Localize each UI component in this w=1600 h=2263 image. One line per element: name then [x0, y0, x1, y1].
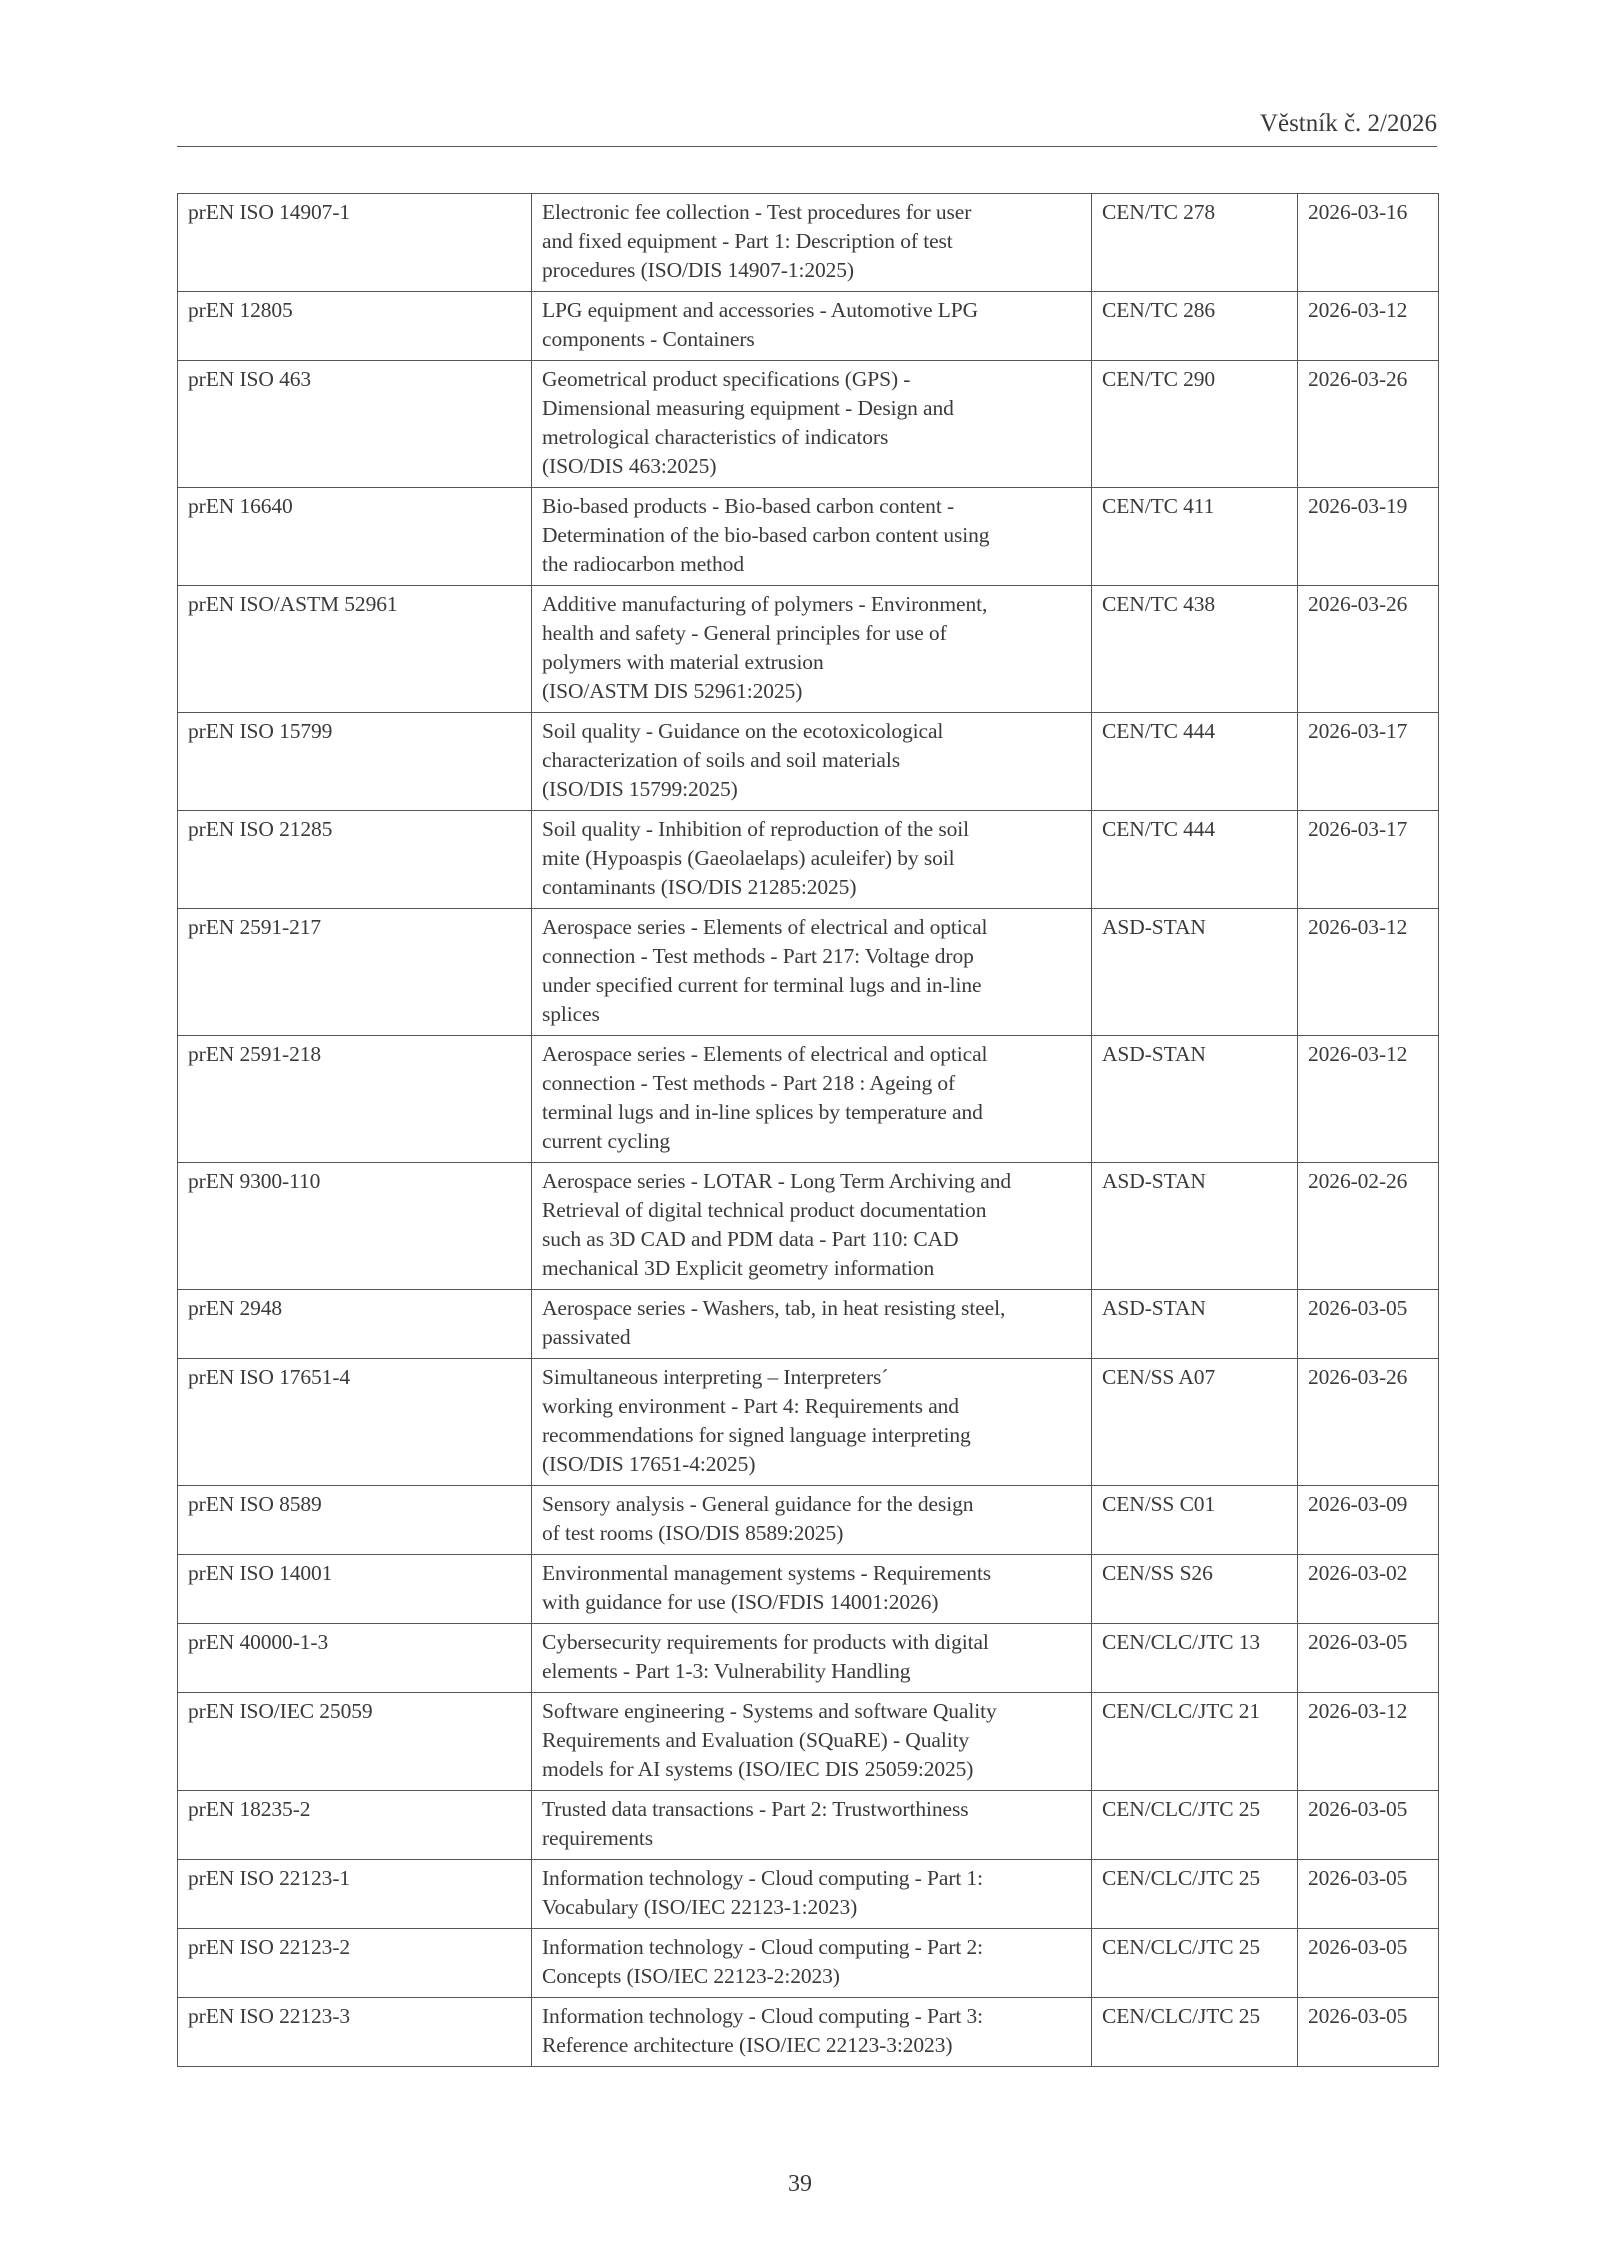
standard-code-cell: prEN ISO 14001: [178, 1555, 532, 1624]
standard-title-cell: Simultaneous interpreting – Interpreters´ working environment - Part 4: Requirements and recommendations for signed language interpreting (ISO/DIS 17651-4:2025): [532, 1359, 1092, 1486]
standards-table: [177, 193, 1439, 2067]
committee-cell: CEN/CLC/JTC 25: [1092, 1860, 1298, 1929]
committee-cell: CEN/TC 444: [1092, 811, 1298, 909]
deadline-date-cell: 2026-03-05: [1298, 1624, 1439, 1693]
committee-cell: ASD-STAN: [1092, 1036, 1298, 1163]
standard-code-cell: prEN ISO 22123-1: [178, 1860, 532, 1929]
committee-cell: CEN/SS S26: [1092, 1555, 1298, 1624]
standard-title-cell: Software engineering - Systems and software Quality Requirements and Evaluation (SQuaRE) - Quality models for AI systems (ISO/IEC DIS 25059:2025): [532, 1693, 1092, 1791]
table-row: [178, 909, 1439, 1036]
standard-code-cell: prEN ISO 21285: [178, 811, 532, 909]
standard-code-cell: prEN ISO 15799: [178, 713, 532, 811]
committee-cell: CEN/CLC/JTC 25: [1092, 1929, 1298, 1998]
table-row: [178, 1290, 1439, 1359]
deadline-date-cell: 2026-03-26: [1298, 361, 1439, 488]
table-row: [178, 1791, 1439, 1860]
page-number: 39: [788, 2171, 812, 2197]
deadline-date-cell: 2026-03-09: [1298, 1486, 1439, 1555]
standard-title-cell: Soil quality - Guidance on the ecotoxicological characterization of soils and soil materials (ISO/DIS 15799:2025): [532, 713, 1092, 811]
table-row: [178, 1998, 1439, 2067]
table-row: [178, 194, 1439, 292]
standard-title-cell: LPG equipment and accessories - Automotive LPG components - Containers: [532, 292, 1092, 361]
table-row: [178, 1555, 1439, 1624]
deadline-date-cell: 2026-03-05: [1298, 1791, 1439, 1860]
deadline-date-cell: 2026-03-12: [1298, 292, 1439, 361]
table-row: [178, 1359, 1439, 1486]
standard-title-cell: Trusted data transactions - Part 2: Trustworthiness requirements: [532, 1791, 1092, 1860]
standard-code-cell: prEN 12805: [178, 292, 532, 361]
table-row: [178, 292, 1439, 361]
standard-code-cell: prEN 16640: [178, 488, 532, 586]
deadline-date-cell: 2026-03-26: [1298, 1359, 1439, 1486]
committee-cell: ASD-STAN: [1092, 1163, 1298, 1290]
standard-code-cell: prEN 2591-217: [178, 909, 532, 1036]
standard-code-cell: prEN 18235-2: [178, 1791, 532, 1860]
committee-cell: CEN/TC 290: [1092, 361, 1298, 488]
deadline-date-cell: 2026-03-12: [1298, 1693, 1439, 1791]
standard-title-cell: Aerospace series - Washers, tab, in heat resisting steel, passivated: [532, 1290, 1092, 1359]
table-row: [178, 1860, 1439, 1929]
deadline-date-cell: 2026-03-05: [1298, 1290, 1439, 1359]
deadline-date-cell: 2026-03-17: [1298, 713, 1439, 811]
header-divider: [177, 146, 1437, 147]
deadline-date-cell: 2026-03-26: [1298, 586, 1439, 713]
table-row: [178, 361, 1439, 488]
standard-title-cell: Cybersecurity requirements for products with digital elements - Part 1-3: Vulnerability Handling: [532, 1624, 1092, 1693]
standard-title-cell: Aerospace series - Elements of electrical and optical connection - Test methods - Part 217: Voltage drop under specified current for terminal lugs and in-line splices: [532, 909, 1092, 1036]
deadline-date-cell: 2026-03-17: [1298, 811, 1439, 909]
committee-cell: CEN/TC 444: [1092, 713, 1298, 811]
committee-cell: CEN/SS C01: [1092, 1486, 1298, 1555]
deadline-date-cell: 2026-03-16: [1298, 194, 1439, 292]
committee-cell: CEN/CLC/JTC 25: [1092, 1998, 1298, 2067]
table-row: [178, 811, 1439, 909]
standard-code-cell: prEN 9300-110: [178, 1163, 532, 1290]
standard-code-cell: prEN 2591-218: [178, 1036, 532, 1163]
committee-cell: CEN/SS A07: [1092, 1359, 1298, 1486]
table-row: [178, 713, 1439, 811]
deadline-date-cell: 2026-03-05: [1298, 1860, 1439, 1929]
deadline-date-cell: 2026-02-26: [1298, 1163, 1439, 1290]
standard-title-cell: Geometrical product specifications (GPS) - Dimensional measuring equipment - Design and metrological characteristics of indicators (ISO/DIS 463:2025): [532, 361, 1092, 488]
standard-title-cell: Bio-based products - Bio-based carbon content - Determination of the bio-based carbon content using the radiocarbon method: [532, 488, 1092, 586]
standard-title-cell: Soil quality - Inhibition of reproduction of the soil mite (Hypoaspis (Gaeolaelaps) aculeifer) by soil contaminants (ISO/DIS 21285:2025): [532, 811, 1092, 909]
standard-code-cell: prEN ISO 14907-1: [178, 194, 532, 292]
committee-cell: ASD-STAN: [1092, 909, 1298, 1036]
standard-title-cell: Sensory analysis - General guidance for the design of test rooms (ISO/DIS 8589:2025): [532, 1486, 1092, 1555]
table-row: [178, 1929, 1439, 1998]
standard-title-cell: Information technology - Cloud computing - Part 1: Vocabulary (ISO/IEC 22123-1:2023): [532, 1860, 1092, 1929]
standard-code-cell: prEN ISO 17651-4: [178, 1359, 532, 1486]
standard-code-cell: prEN ISO 22123-3: [178, 1998, 532, 2067]
deadline-date-cell: 2026-03-12: [1298, 909, 1439, 1036]
standard-code-cell: prEN ISO 463: [178, 361, 532, 488]
table-row: [178, 586, 1439, 713]
standard-title-cell: Additive manufacturing of polymers - Environment, health and safety - General principles for use of polymers with material extrusion (ISO/ASTM DIS 52961:2025): [532, 586, 1092, 713]
table-row: [178, 488, 1439, 586]
standard-code-cell: prEN ISO/ASTM 52961: [178, 586, 532, 713]
deadline-date-cell: 2026-03-05: [1298, 1929, 1439, 1998]
committee-cell: CEN/TC 278: [1092, 194, 1298, 292]
standard-title-cell: Aerospace series - Elements of electrical and optical connection - Test methods - Part 218 : Ageing of terminal lugs and in-line splices by temperature and current cycling: [532, 1036, 1092, 1163]
standard-title-cell: Electronic fee collection - Test procedures for user and fixed equipment - Part 1: Description of test procedures (ISO/DIS 14907-1:2025): [532, 194, 1092, 292]
committee-cell: CEN/CLC/JTC 25: [1092, 1791, 1298, 1860]
committee-cell: ASD-STAN: [1092, 1290, 1298, 1359]
table-row: [178, 1036, 1439, 1163]
table-row: [178, 1624, 1439, 1693]
standard-code-cell: prEN ISO 22123-2: [178, 1929, 532, 1998]
deadline-date-cell: 2026-03-05: [1298, 1998, 1439, 2067]
committee-cell: CEN/TC 286: [1092, 292, 1298, 361]
table-row: [178, 1163, 1439, 1290]
table-row: [178, 1693, 1439, 1791]
deadline-date-cell: 2026-03-02: [1298, 1555, 1439, 1624]
bulletin-header-title: Věstník č. 2/2026: [1259, 110, 1437, 137]
standard-code-cell: prEN 2948: [178, 1290, 532, 1359]
standard-title-cell: Information technology - Cloud computing - Part 3: Reference architecture (ISO/IEC 22123-3:2023): [532, 1998, 1092, 2067]
standard-code-cell: prEN ISO/IEC 25059: [178, 1693, 532, 1791]
deadline-date-cell: 2026-03-12: [1298, 1036, 1439, 1163]
committee-cell: CEN/CLC/JTC 21: [1092, 1693, 1298, 1791]
standard-code-cell: prEN 40000-1-3: [178, 1624, 532, 1693]
committee-cell: CEN/CLC/JTC 13: [1092, 1624, 1298, 1693]
standard-title-cell: Aerospace series - LOTAR - Long Term Archiving and Retrieval of digital technical product documentation such as 3D CAD and PDM data - Part 110: CAD mechanical 3D Explicit geometry information: [532, 1163, 1092, 1290]
committee-cell: CEN/TC 411: [1092, 488, 1298, 586]
committee-cell: CEN/TC 438: [1092, 586, 1298, 713]
standard-code-cell: prEN ISO 8589: [178, 1486, 532, 1555]
standard-title-cell: Information technology - Cloud computing - Part 2: Concepts (ISO/IEC 22123-2:2023): [532, 1929, 1092, 1998]
deadline-date-cell: 2026-03-19: [1298, 488, 1439, 586]
standard-title-cell: Environmental management systems - Requirements with guidance for use (ISO/FDIS 14001:2026): [532, 1555, 1092, 1624]
table-row: [178, 1486, 1439, 1555]
